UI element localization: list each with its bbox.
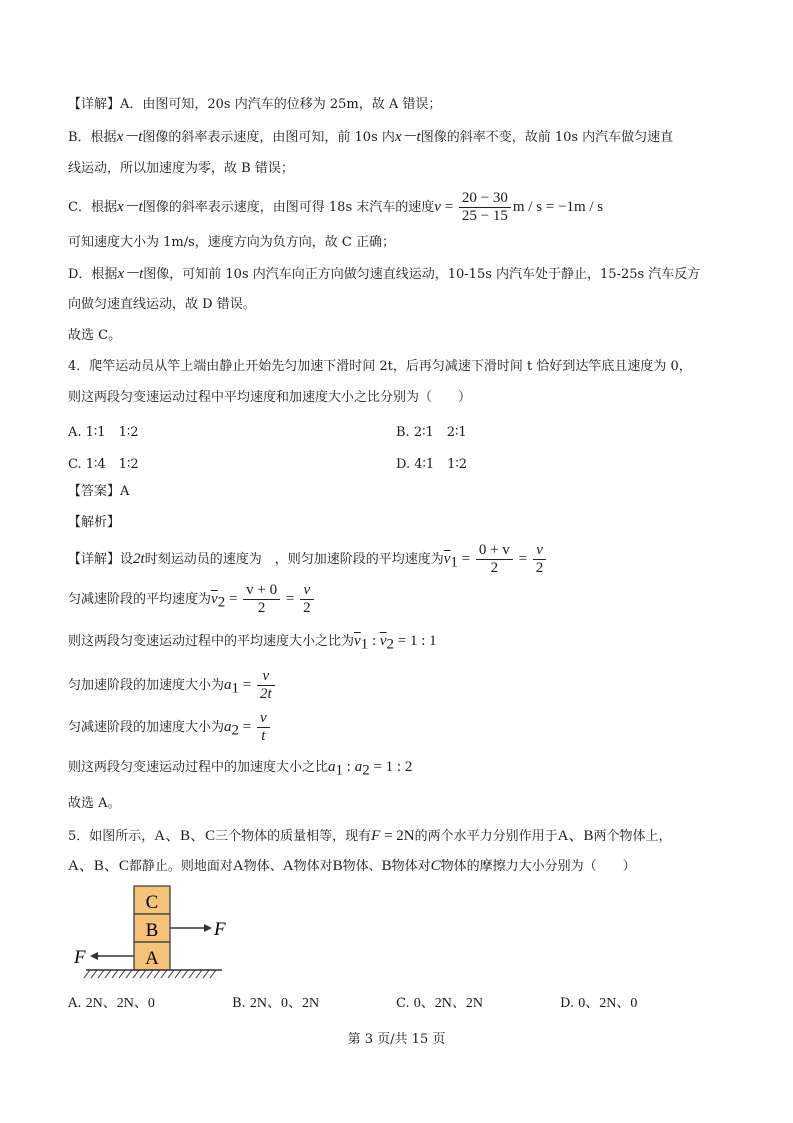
math-xt: x－t [117, 266, 144, 282]
denominator: 2 [303, 600, 311, 616]
text: 物体对 [391, 859, 431, 874]
q4-option-d: D. 4∶1 1∶2 [396, 457, 468, 472]
q4-option-b: B. 2∶1 2∶1 [396, 425, 467, 440]
prev-line-6 [68, 265, 700, 284]
math-unit: m / s = −1m / s [512, 199, 604, 215]
numerator: v + 0 [243, 582, 280, 600]
numerator: 20 − 30 [459, 190, 511, 208]
q4-detail-7: 故选 A。 [68, 796, 121, 811]
denominator: 2 [257, 600, 266, 616]
math: A、B、C [68, 858, 129, 874]
hatch-mark [196, 970, 202, 978]
arrowhead-right [204, 924, 212, 932]
arrowhead-left [90, 952, 98, 960]
hatch-mark [147, 970, 153, 978]
math-f: F [371, 828, 381, 844]
q5-option-b [232, 992, 319, 1012]
math-2t: 2t [133, 551, 145, 567]
math: B [332, 858, 343, 874]
text: 匀减速阶段的加速度大小为 [68, 720, 225, 735]
q4-stem-2: 则这两段匀变速运动过程中平均速度和加速度大小之比分别为（ ） [68, 390, 472, 405]
option-value: 2N、0、2N [249, 996, 320, 1011]
q4-analysis-heading: 【解析】 [68, 515, 121, 530]
text: 匀加速阶段的加速度大小为 [68, 678, 225, 693]
math: A [282, 858, 294, 874]
math: A、B、C [154, 828, 216, 844]
q4-answer: 【答案】A [68, 484, 130, 499]
hatch-mark [84, 970, 90, 978]
subscript: 2 [217, 594, 226, 611]
text: 物体的摩擦力大小分别为（ ） [440, 859, 636, 874]
prev-line-4 [68, 188, 603, 227]
denominator: 2t [259, 686, 272, 702]
force-right-label: F [214, 919, 226, 940]
hatch-mark [133, 970, 139, 978]
q4-detail-3: 则这两段匀变速运动过程中的平均速度大小之比为$\overline{v}_1$ : $\overline{v}_2 = 1$ : 1 [68, 633, 437, 653]
text: 则这两段匀变速运动过程中的加速度大小之比 [68, 760, 329, 775]
math: A [232, 858, 244, 874]
numerator: v [300, 582, 314, 600]
hatch-mark [154, 970, 160, 978]
label-b: B [145, 920, 159, 941]
text: B．根据 [68, 130, 117, 145]
q5-option-a [68, 992, 155, 1012]
text: 匀减速阶段的平均速度为 [68, 592, 212, 607]
math-vbar: $\overline{v}$ [443, 551, 451, 567]
numerator: 0 + v [476, 542, 513, 560]
denominator: 25 − 15 [461, 208, 508, 224]
q4-detail-5: 匀减速阶段的加速度大小为$a_2$ = $\frac{v}{t}$ [68, 708, 272, 750]
hatch-mark [98, 970, 104, 978]
hatch-mark [182, 970, 188, 978]
math-xt: x－t [394, 129, 421, 145]
option-value: 0、2N、0 [578, 996, 638, 1011]
text: 图像的斜率不变，故前 10s 内汽车做匀速直 [420, 130, 674, 145]
label-c: C [145, 892, 159, 913]
math-xt: x－t [116, 129, 143, 145]
text: 物体对 [293, 859, 333, 874]
numerator: v [257, 710, 270, 728]
q4-detail-6: 则这两段匀变速运动过程中的加速度大小之比$a_1$ : $a_2 = 1$ : 2 [68, 759, 413, 779]
page-footer: 第 3 页/共 15 页 [347, 1032, 446, 1047]
hatch-mark [189, 970, 195, 978]
hatch-mark [210, 970, 216, 978]
numerator: v [533, 542, 547, 560]
text: 的两个水平力分别作用于 [414, 829, 558, 844]
hatch-mark [126, 970, 132, 978]
text: 都静止。则地面对 [128, 859, 233, 874]
hatch-mark [203, 970, 209, 978]
hatch-mark [105, 970, 111, 978]
q4-detail-2: 匀减速阶段的平均速度为$\overline{v}_2$ = $\frac{v + 0}{2}$ = $\frac{v}{2}$ [68, 580, 316, 622]
hatch-mark [112, 970, 118, 978]
text: 两个物体上， [593, 829, 672, 844]
math: = 2N [380, 828, 415, 844]
label-a: A [145, 948, 159, 969]
prev-line-8: 故选 C。 [68, 328, 122, 343]
option-letter: B. [232, 996, 246, 1011]
option-value: 2N、2N、0 [85, 996, 155, 1011]
text: 则这两段匀变速运动过程中的平均速度大小之比为 [68, 634, 355, 649]
option-letter: A. [68, 996, 82, 1011]
math: C [430, 858, 441, 874]
text: C．根据 [68, 200, 117, 215]
q4-stem-1: 4．爬竿运动员从竿上端由静止开始先匀加速下滑时间 2t，后再匀减速下滑时间 t 恰好到达竿底且速度为 0， [68, 359, 692, 374]
ratio: 1 : 2 [385, 759, 413, 775]
fraction [257, 710, 270, 745]
math-eq: = [440, 199, 457, 215]
prev-line-1: 【详解】A．由图可知，20s 内汽车的位移为 25m，故 A 错误； [68, 97, 442, 112]
fraction [300, 582, 314, 617]
fraction [476, 542, 513, 577]
numerator: v [257, 668, 275, 686]
math-v: v [434, 199, 441, 215]
text: 时刻运动员的速度为 ，则匀加速阶段的平均速度为 [144, 552, 444, 567]
hatch-mark [140, 970, 146, 978]
subscript: 1 [450, 554, 458, 571]
text: 三个物体的质量相等，现有 [215, 829, 372, 844]
q4-detail-1: 【详解】设2t时刻运动员的速度为 ，则匀加速阶段的平均速度为$\overline{v}_1$ = $\frac{0 + v}{2}$ = $\frac{v}{2}$ [68, 540, 548, 582]
text: 图像的斜率表示速度，由图可得 18s 末汽车的速度 [142, 200, 435, 215]
option-value: 0、2N、2N [413, 996, 483, 1011]
q4-detail-4: 匀加速阶段的加速度大小为$a_1$ = $\frac{v}{2t}$ [68, 666, 277, 708]
math-vbar: $\overline{v}$ [211, 591, 218, 607]
ground-hatch [84, 970, 216, 978]
q5-stem-1 [68, 827, 671, 846]
fraction [459, 190, 511, 225]
hatch-mark [91, 970, 97, 978]
fraction [533, 542, 547, 577]
hatch-mark [119, 970, 125, 978]
q4-option-c: C. 1∶4 1∶2 [68, 457, 139, 472]
ratio: 1 : 1 [410, 633, 437, 649]
hatch-mark [161, 970, 167, 978]
text: 【详解】设 [68, 552, 134, 567]
q5-option-d [560, 992, 637, 1012]
denominator: 2 [535, 560, 544, 576]
hatch-mark [175, 970, 181, 978]
option-letter: C. [396, 996, 410, 1011]
q5-option-c [396, 992, 483, 1012]
text: D．根据 [68, 267, 118, 282]
q4-option-a: A. 1∶1 1∶2 [68, 425, 139, 440]
option-letter: D. [560, 996, 575, 1011]
math: A、B [557, 828, 594, 844]
fraction [243, 582, 280, 617]
fraction [257, 668, 275, 703]
prev-line-5: 可知速度大小为 1m/s，速度方向为负方向，故 C 正确； [68, 235, 395, 250]
text: 图像的斜率表示速度，由图可知，前 10s 内 [142, 130, 395, 145]
hatch-mark [168, 970, 174, 978]
prev-line-2 [68, 128, 673, 147]
math-xt: x－t [116, 199, 143, 215]
denominator: 2 [490, 560, 499, 576]
text: 5．如图所示， [68, 829, 155, 844]
text: 物体、 [243, 859, 283, 874]
q5-stem-2 [68, 857, 636, 876]
prev-line-7: 向做匀速直线运动，故 D 错误。 [68, 297, 256, 312]
force-left-label: F [74, 947, 86, 968]
prev-line-3: 线运动，所以加速度为零，故 B 错误； [68, 161, 294, 176]
stacked-blocks-figure [68, 884, 228, 984]
text: 物体、 [342, 859, 382, 874]
text: 图像，可知前 10s 内汽车向正方向做匀速直线运动，10-15s 内汽车处于静止，15-25s 汽车反方 [143, 267, 701, 282]
denominator: t [261, 728, 266, 744]
math: B [381, 858, 392, 874]
